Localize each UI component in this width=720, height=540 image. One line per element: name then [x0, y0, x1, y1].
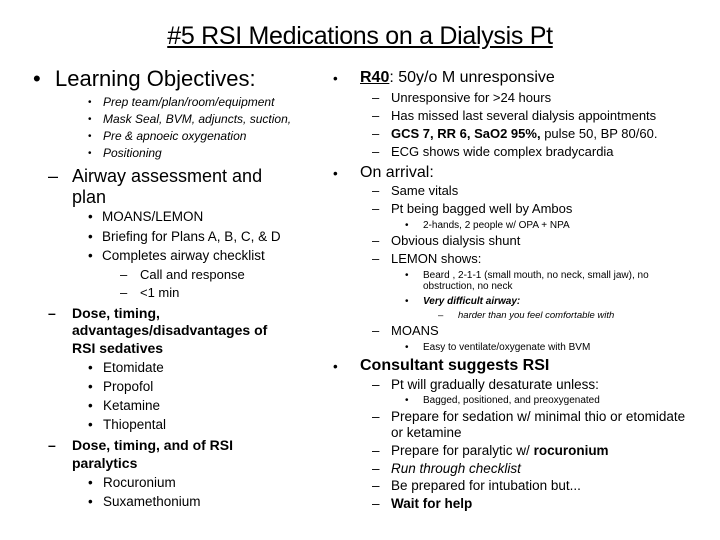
bagging-detail: 2-hands, 2 people w/ OPA + NPA: [423, 220, 570, 231]
bullet: •: [405, 296, 409, 307]
ecg-line: ECG shows wide complex bradycardia: [391, 144, 614, 159]
dash: –: [372, 323, 380, 338]
paralytic-item: Suxamethonium: [103, 494, 201, 509]
bullet: •: [88, 114, 92, 125]
paralytic-item: Rocuronium: [103, 475, 176, 490]
dash: –: [48, 305, 56, 321]
bullet: •: [33, 66, 41, 91]
lemon-detail: obstruction, no neck: [423, 281, 513, 292]
objective-item: Pre & apnoeic oxygenation: [103, 129, 247, 143]
bullet: •: [333, 359, 338, 374]
arrival-item: Pt being bagged well by Ambos: [391, 201, 573, 216]
case-heading: [360, 69, 555, 87]
lemon-item: LEMON shows:: [391, 251, 482, 266]
difficult-airway-note: harder than you feel comfortable with: [458, 310, 615, 321]
moans-detail: Easy to ventilate/oxygenate with BVM: [423, 342, 591, 353]
bullet: •: [88, 494, 93, 509]
airway-item: Completes airway checklist: [102, 248, 265, 263]
vitals-rest: pulse 50, BP 80/60.: [540, 126, 658, 141]
dash: –: [372, 108, 380, 123]
airway-heading: Airway assessment and: [72, 166, 263, 186]
vitals-line: [391, 127, 657, 142]
arrival-heading: On arrival:: [360, 164, 434, 181]
bullet: •: [88, 248, 93, 263]
bullet: •: [333, 166, 338, 181]
paralytic-line: [391, 443, 609, 459]
objective-item: Prep team/plan/room/equipment: [103, 95, 275, 109]
sedation-item: or ketamine: [391, 425, 462, 440]
bullet: •: [88, 360, 93, 375]
lemon-detail: Beard , 2-1-1 (small mouth, no neck, small jaw), no: [423, 270, 649, 281]
sedatives-heading: advantages/disadvantages of: [72, 322, 268, 338]
sedatives-heading: Dose, timing,: [72, 305, 160, 321]
bullet: •: [88, 97, 92, 108]
sedation-item: Prepare for sedation w/ minimal thio or etomidate: [391, 409, 686, 424]
checklist-item: Call and response: [140, 267, 245, 282]
bullet: •: [88, 229, 93, 244]
moans-item: MOANS: [391, 323, 439, 338]
bullet: •: [88, 131, 92, 142]
paralytic-text: Prepare for paralytic w/: [391, 443, 534, 458]
bullet: •: [405, 220, 409, 231]
airway-item: Briefing for Plans A, B, C, & D: [102, 229, 281, 244]
dash: –: [372, 233, 380, 248]
dash: –: [372, 409, 380, 424]
vitals-bold: GCS 7, RR 6, SaO2 95%,: [391, 126, 541, 141]
paralytics-heading: paralytics: [72, 455, 138, 471]
bullet: •: [405, 270, 409, 281]
dash: –: [372, 201, 380, 216]
dash: –: [372, 496, 380, 511]
sedatives-heading: RSI sedatives: [72, 340, 164, 356]
dash: –: [372, 251, 380, 266]
case-id: R40: [360, 69, 390, 86]
shunt-item: Obvious dialysis shunt: [391, 233, 521, 248]
airway-heading: plan: [72, 187, 107, 207]
sedative-item: Ketamine: [103, 398, 161, 413]
dash: –: [372, 443, 380, 458]
dash: –: [48, 166, 59, 186]
history-item: Has missed last several dialysis appointments: [391, 108, 657, 123]
objective-item: Positioning: [103, 146, 162, 160]
bullet: •: [88, 148, 92, 159]
sedative-item: Propofol: [103, 379, 154, 394]
arrival-item: Same vitals: [391, 183, 459, 198]
airway-item: MOANS/LEMON: [102, 209, 204, 224]
dash: –: [120, 285, 128, 300]
bullet: •: [88, 398, 93, 413]
dash: –: [372, 377, 380, 392]
slide-title: #5 RSI Medications on a Dialysis Pt: [167, 22, 553, 50]
bullet: •: [405, 342, 409, 353]
paralytic-drug: rocuronium: [533, 443, 609, 458]
dash: –: [48, 437, 56, 453]
dash: –: [372, 183, 380, 198]
dash: –: [372, 126, 380, 141]
bullet: •: [405, 395, 409, 406]
checklist-item: Run through checklist: [391, 461, 521, 476]
difficult-airway: Very difficult airway:: [423, 296, 521, 307]
desaturate-detail: Bagged, positioned, and preoxygenated: [423, 395, 600, 406]
sedative-item: Etomidate: [103, 360, 164, 375]
bullet: •: [88, 379, 93, 394]
sedative-item: Thiopental: [103, 417, 167, 432]
dash: –: [372, 461, 380, 476]
dash: –: [372, 144, 380, 159]
checklist-item: <1 min: [140, 285, 180, 300]
consultant-heading: Consultant suggests RSI: [360, 357, 550, 374]
bullet: •: [88, 475, 93, 490]
objective-item: Mask Seal, BVM, adjuncts, suction,: [103, 112, 292, 126]
history-item: Unresponsive for >24 hours: [391, 90, 552, 105]
dash: –: [372, 90, 380, 105]
bullet: •: [333, 71, 338, 86]
dash: –: [372, 478, 380, 493]
bullet: •: [88, 417, 93, 432]
case-summary: : 50y/o M unresponsive: [389, 69, 555, 86]
dash: –: [438, 310, 444, 321]
intubation-item: Be prepared for intubation but...: [391, 478, 581, 493]
wait-for-help-item: Wait for help: [391, 496, 473, 511]
paralytics-heading: Dose, timing, and of RSI: [72, 437, 234, 453]
desaturate-item: Pt will gradually desaturate unless:: [391, 377, 599, 392]
bullet: •: [88, 209, 93, 224]
learning-objectives-heading: Learning Objectives:: [55, 66, 256, 91]
dash: –: [120, 267, 128, 282]
